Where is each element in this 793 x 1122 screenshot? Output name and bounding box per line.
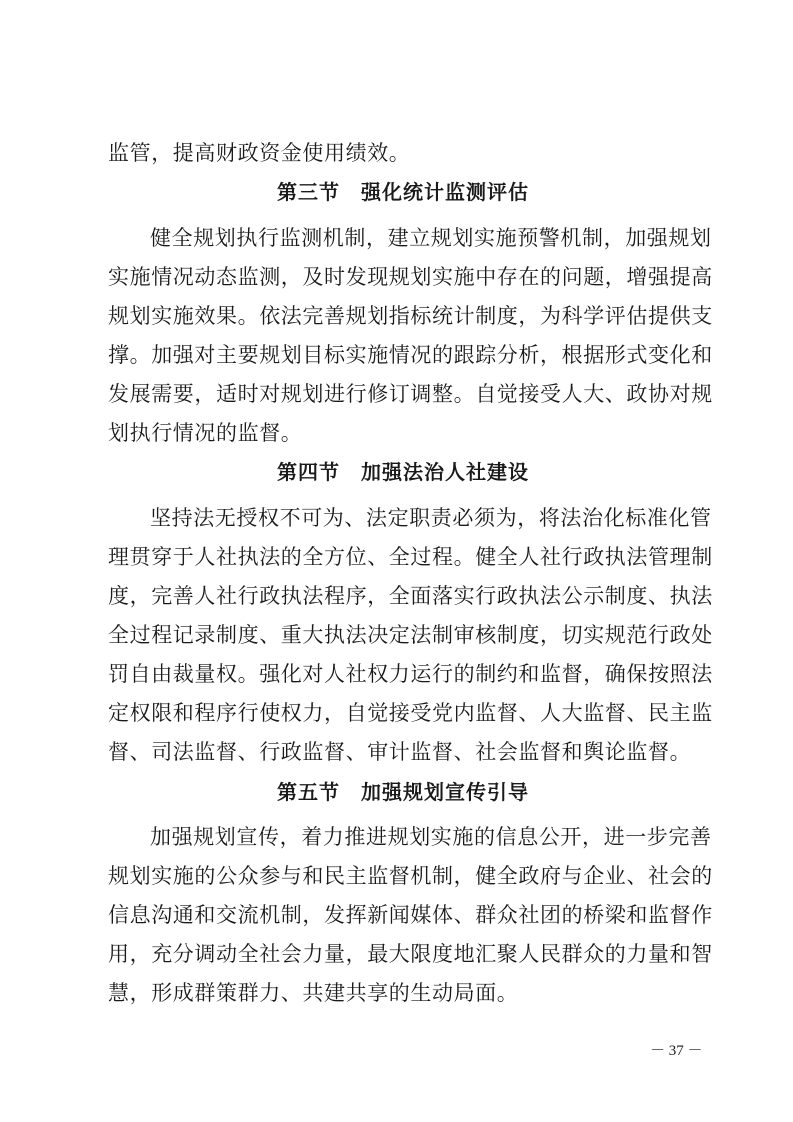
section-heading: 第五节 加强规划宣传引导 [277,780,529,804]
paragraph-line: 理贯穿于人社执法的全方位、全过程。健全人社行政执法管理制 [108,545,713,569]
paragraph-line: 规划实施效果。依法完善规划指标统计制度，为科学评估提供支 [108,304,713,328]
paragraph-line: 加强规划宣传，着力推进规划实施的信息公开，进一步完善 [150,825,712,849]
paragraph-line: 监管，提高财政资金使用绩效。 [108,141,411,165]
paragraph-line: 用，充分调动全社会力量，最大限度地汇聚人民群众的力量和智 [108,942,713,966]
paragraph-line: 度，完善人社行政执法程序，全面落实行政执法公示制度、执法 [108,584,713,608]
page-number: － 37 － [650,1043,703,1059]
paragraph-line: 实施情况动态监测，及时发现规划实施中存在的问题，增强提高 [108,265,713,289]
paragraph-line: 坚持法无授权不可为、法定职责必须为，将法治化标准化管 [150,506,712,530]
section-heading: 第四节 加强法治人社建设 [277,460,529,484]
paragraph-line: 罚自由裁量权。强化对人社权力运行的制约和监督，确保按照法 [108,662,713,686]
paragraph-line: 全过程记录制度、重大执法决定法制审核制度，切实规范行政处 [108,623,713,647]
paragraph-line: 撑。加强对主要规划目标实施情况的跟踪分析，根据形式变化和 [108,343,713,367]
paragraph-line: 健全规划执行监测机制，建立规划实施预警机制，加强规划 [150,226,712,250]
document-page [108,0,713,1122]
paragraph-line: 慧，形成群策群力、共建共享的生动局面。 [108,981,519,1005]
paragraph-line: 划执行情况的监督。 [108,421,303,445]
paragraph-line: 发展需要，适时对规划进行修订调整。自觉接受人大、政协对规 [108,382,713,406]
paragraph-line: 督、司法监督、行政监督、审计监督、社会监督和舆论监督。 [108,740,692,764]
paragraph-line: 信息沟通和交流机制，发挥新闻媒体、群众社团的桥梁和监督作 [108,903,713,927]
paragraph-line: 定权限和程序行使权力，自觉接受党内监督、人大监督、民主监 [108,701,713,725]
section-heading: 第三节 强化统计监测评估 [277,180,529,204]
paragraph-line: 规划实施的公众参与和民主监督机制，健全政府与企业、社会的 [108,864,713,888]
